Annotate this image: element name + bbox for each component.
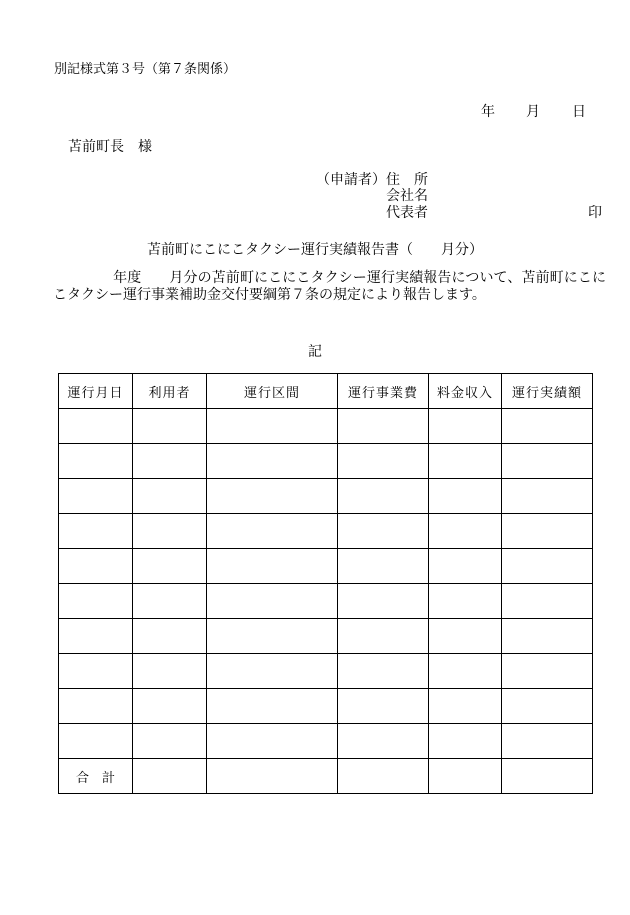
- table-cell[interactable]: [59, 409, 133, 444]
- table-cell[interactable]: [429, 619, 502, 654]
- addressee: 苫前町長 様: [68, 139, 152, 155]
- table-cell[interactable]: [207, 654, 338, 689]
- table-cell[interactable]: [338, 479, 429, 514]
- document-title: 苫前町にこにこタクシー運行実績報告書（ 月分）: [147, 242, 483, 258]
- table-cell: [133, 759, 207, 794]
- table-cell[interactable]: [207, 619, 338, 654]
- table-cell[interactable]: [502, 514, 593, 549]
- ki-heading: 記: [308, 344, 322, 360]
- table-cell[interactable]: [59, 549, 133, 584]
- header-cost: 運行事業費: [338, 374, 429, 409]
- table-cell[interactable]: [502, 619, 593, 654]
- body-year-label: 年度: [113, 270, 142, 286]
- table-cell[interactable]: [207, 689, 338, 724]
- table-cell[interactable]: [207, 514, 338, 549]
- table-cell[interactable]: [59, 444, 133, 479]
- table-cell[interactable]: [429, 689, 502, 724]
- body-text: 月分の苫前町にこにこタクシー運行実績報告について、苫前町にこにこタクシー運行事業補助金交付要綱第７条の規定により報告します。: [53, 270, 607, 303]
- company-label: 会社名: [386, 188, 428, 204]
- table-cell[interactable]: [338, 724, 429, 759]
- table-cell[interactable]: [502, 479, 593, 514]
- table-cell[interactable]: [59, 584, 133, 619]
- table-cell[interactable]: [59, 689, 133, 724]
- table-row: [59, 549, 593, 584]
- header-section: 運行区間: [207, 374, 338, 409]
- table-cell[interactable]: [338, 444, 429, 479]
- applicant-header: （申請者）: [316, 172, 386, 188]
- total-label: 合 計: [59, 759, 133, 794]
- table-cell[interactable]: [338, 689, 429, 724]
- table-cell: [338, 759, 429, 794]
- table-cell[interactable]: [133, 479, 207, 514]
- table-row: [59, 444, 593, 479]
- table-cell[interactable]: [338, 654, 429, 689]
- table-cell[interactable]: [59, 479, 133, 514]
- table-header-row: [59, 374, 593, 409]
- table-cell[interactable]: [133, 584, 207, 619]
- table-cell[interactable]: [429, 409, 502, 444]
- representative-label: 代表者: [386, 205, 428, 221]
- date-month-label: 月: [526, 104, 540, 120]
- table-cell[interactable]: [429, 514, 502, 549]
- table-cell[interactable]: [502, 724, 593, 759]
- table-cell: [502, 759, 593, 794]
- table-row: [59, 584, 593, 619]
- table-cell[interactable]: [133, 514, 207, 549]
- table-cell[interactable]: [59, 514, 133, 549]
- header-result: 運行実績額: [502, 374, 593, 409]
- table-row: [59, 514, 593, 549]
- table-cell[interactable]: [133, 654, 207, 689]
- table-row: [59, 724, 593, 759]
- table-cell[interactable]: [207, 724, 338, 759]
- table-cell: [207, 759, 338, 794]
- table-cell[interactable]: [429, 549, 502, 584]
- table-cell[interactable]: [338, 549, 429, 584]
- seal-mark: 印: [588, 205, 602, 221]
- table-cell[interactable]: [429, 584, 502, 619]
- table-cell[interactable]: [207, 409, 338, 444]
- table-cell[interactable]: [207, 479, 338, 514]
- table-cell[interactable]: [502, 654, 593, 689]
- report-table: [58, 373, 593, 794]
- table-row: [59, 479, 593, 514]
- table-cell[interactable]: [207, 549, 338, 584]
- table-total-row: [59, 759, 593, 794]
- header-fare: 料金収入: [429, 374, 502, 409]
- table-cell[interactable]: [338, 514, 429, 549]
- table-cell[interactable]: [133, 724, 207, 759]
- table-row: [59, 619, 593, 654]
- table-cell[interactable]: [133, 444, 207, 479]
- header-user: 利用者: [133, 374, 207, 409]
- table-row: [59, 654, 593, 689]
- table-cell[interactable]: [429, 724, 502, 759]
- date-day-label: 日: [572, 104, 586, 120]
- table-cell[interactable]: [429, 444, 502, 479]
- table-cell[interactable]: [59, 619, 133, 654]
- form-number: 別記様式第３号（第７条関係）: [54, 62, 237, 77]
- table-cell[interactable]: [502, 584, 593, 619]
- header-date: 運行月日: [59, 374, 133, 409]
- table-cell[interactable]: [207, 584, 338, 619]
- table-cell[interactable]: [502, 409, 593, 444]
- table-cell[interactable]: [133, 689, 207, 724]
- date-year-label: 年: [481, 104, 495, 120]
- table-cell[interactable]: [338, 584, 429, 619]
- table-cell[interactable]: [133, 619, 207, 654]
- table-cell[interactable]: [502, 444, 593, 479]
- table-cell[interactable]: [429, 654, 502, 689]
- table-cell: [429, 759, 502, 794]
- body-paragraph: [53, 270, 606, 304]
- table-row: [59, 689, 593, 724]
- table-cell[interactable]: [338, 619, 429, 654]
- table-cell[interactable]: [133, 549, 207, 584]
- table-cell[interactable]: [502, 549, 593, 584]
- table-cell[interactable]: [207, 444, 338, 479]
- table-cell[interactable]: [338, 409, 429, 444]
- table-cell[interactable]: [59, 724, 133, 759]
- table-row: [59, 409, 593, 444]
- table-cell[interactable]: [59, 654, 133, 689]
- table-cell[interactable]: [133, 409, 207, 444]
- table-cell[interactable]: [502, 689, 593, 724]
- table-cell[interactable]: [429, 479, 502, 514]
- address-label: 住 所: [386, 172, 428, 188]
